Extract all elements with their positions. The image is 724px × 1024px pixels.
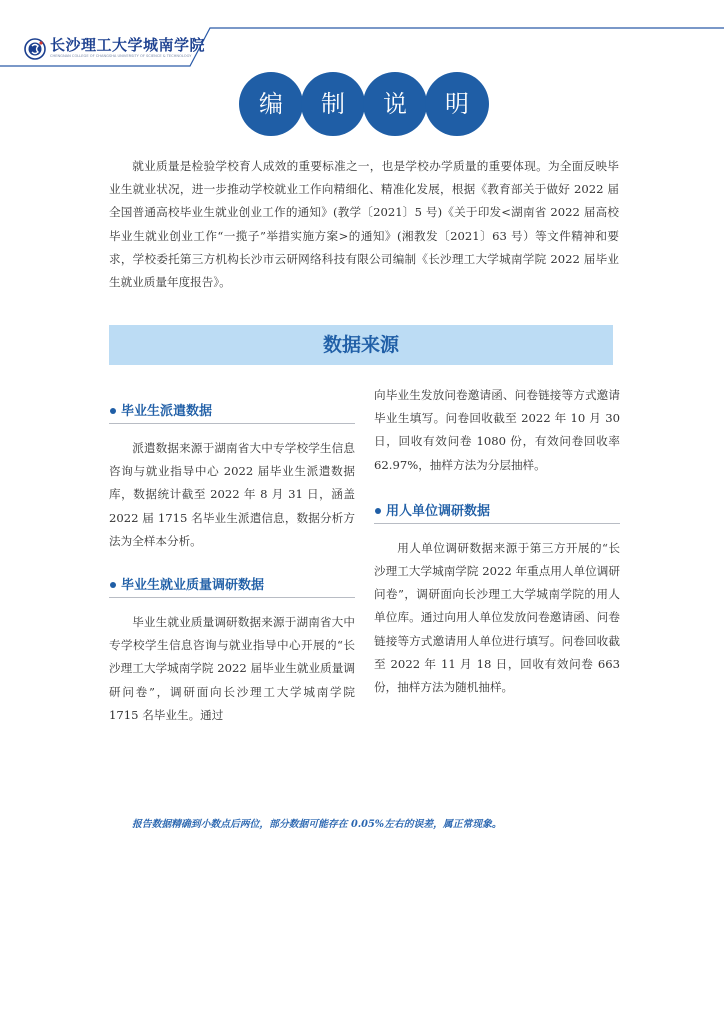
section-banner: 数据来源: [109, 325, 613, 365]
section-body-employer: 用人单位调研数据来源于第三方开展的“长沙理工大学城南学院 2022 年重点用人单位调研问卷”，调研面向长沙理工大学城南学院的用人单位库。通过向用人单位发放问卷邀请函、问卷链接等方式邀请用人单位进行填写。问卷回收截至 2022 年 11 月 18 日，回收有效问卷 663 份，抽样方法为随机抽样。: [374, 540, 620, 695]
title-char-1: 编: [239, 72, 303, 136]
page-header: [0, 0, 724, 70]
section-heading-survey: [109, 571, 355, 598]
section-body-survey-continued: 向毕业生发放问卷邀请函、问卷链接等方式邀请毕业生填写。问卷回收截至 2022 年 10 月 30 日，回收有效问卷 1080 份，有效问卷回收率 62.97%，抽样方法为分层抽样。: [374, 388, 620, 472]
right-column: [374, 380, 620, 699]
school-logo-icon: [24, 38, 46, 60]
footnote: 报告数据精确到小数点后两位，部分数据可能存在 0.05%左右的误差，属正常现象。: [132, 819, 502, 830]
section-heading-dispatch: [109, 397, 355, 424]
bullet-icon: [375, 508, 381, 514]
section-body-survey: 毕业生就业质量调研数据来源于湖南省大中专学校学生信息咨询与就业指导中心开展的“长沙理工大学城南学院 2022 届毕业生就业质量调研问卷”，调研面向长沙理工大学城南学院 1715 名毕业生。通过: [109, 615, 355, 722]
section-body-dispatch: 派遣数据来源于湖南省大中专学校学生信息咨询与就业指导中心 2022 届毕业生派遣数据库，数据统计截至 2022 年 8 月 31 日，涵盖 2022 届 1715 名毕业生派遣信息，数据分析方法为全样本分析。: [109, 441, 355, 548]
bullet-icon: [110, 408, 116, 414]
section-heading-employer: [374, 497, 620, 524]
title-char-2: 制: [301, 72, 365, 136]
bullet-icon: [110, 582, 116, 588]
section-title: 毕业生派遣数据: [121, 404, 213, 419]
intro-paragraph: 就业质量是检验学校育人成效的重要标准之一，也是学校办学质量的重要体现。为全面反映毕业生就业状况，进一步推动学校就业工作向精细化、精准化发展，根据《教育部关于做好 2022 届全国普通高校毕业生就业创业工作的通知》(教学〔2021〕5 号)《关于印发<湖南省 2022 届高校毕业生就业创业工作“一揽子”举措实施方案>的通知》(湘教发〔2021〕63 号）等文件精神和要求，学校委托第三方机构长沙市云研网络科技有限公司编制《长沙理工大学城南学院 2022 届毕业生就业质量年度报告》。: [109, 159, 619, 290]
school-name-english: CHENGNAN COLLEGE OF CHANGSHA UNIVERSITY OF SCIENCE & TECHNOLOGY: [50, 54, 192, 58]
school-name: 长沙理工大学城南学院: [50, 36, 206, 54]
section-title: 毕业生就业质量调研数据: [121, 578, 265, 594]
title-char-3: 说: [363, 72, 427, 136]
title-char-4: 明: [425, 72, 489, 136]
page-title: [239, 72, 489, 136]
section-title: 用人单位调研数据: [386, 503, 491, 519]
left-column: [109, 380, 355, 727]
